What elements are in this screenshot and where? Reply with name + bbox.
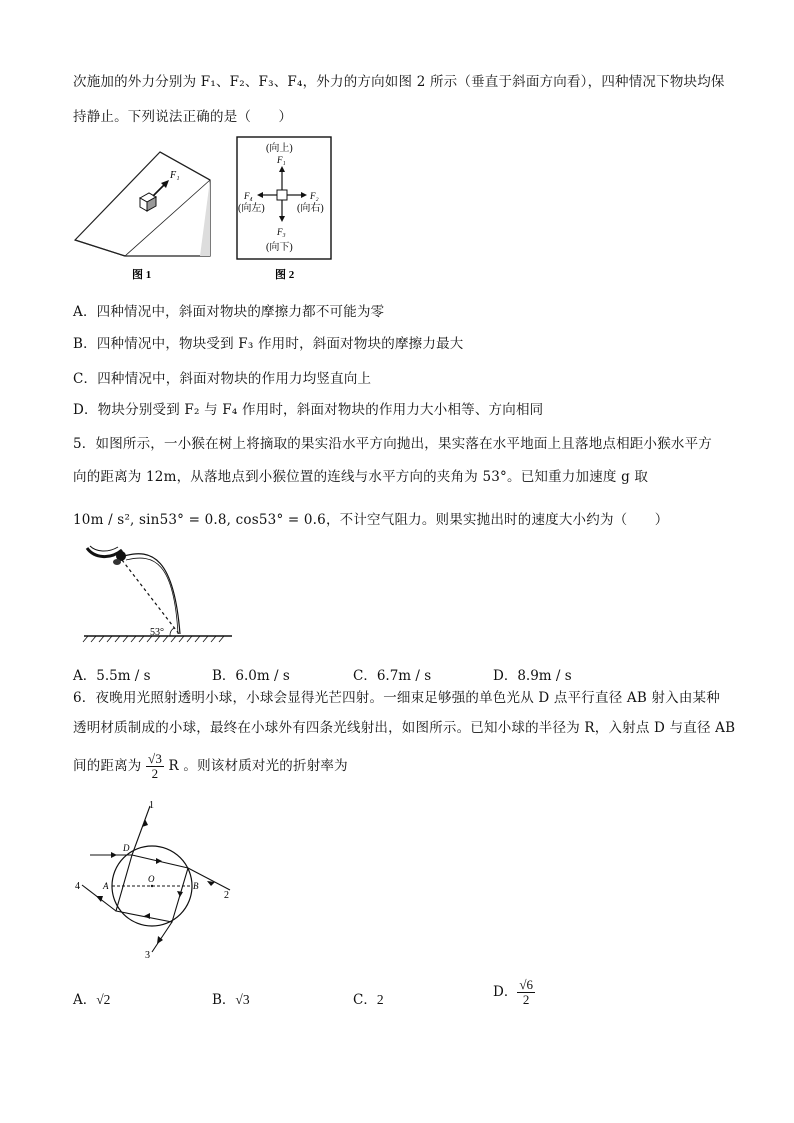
q4-figure-2 xyxy=(235,135,335,285)
fig1-caption: 图 1 xyxy=(132,269,152,281)
q6-option-c xyxy=(353,988,384,1008)
q4-option-a: A．四种情况中，斜面对物块的摩擦力都不可能为零 xyxy=(73,304,385,320)
point-a-label: A xyxy=(103,881,109,891)
option-d-denominator: 2 xyxy=(522,992,530,1007)
q4-stem-line2: 持静止。下列说法正确的是（ ） xyxy=(73,109,293,125)
option-b-value: √3 xyxy=(235,992,250,1007)
q6-figure xyxy=(72,798,247,963)
q6-stem-line1: 6．夜晚用光照射透明小球，小球会显得光芒四射。一细束足够强的单色光从 D 点平行直径 AB 射入由某种 xyxy=(73,690,720,706)
q4-option-c: C．四种情况中，斜面对物块的作用力均竖直向上 xyxy=(73,371,372,387)
option-d-fraction xyxy=(517,978,535,1007)
fig1-force-label: F₁ xyxy=(170,170,180,181)
q6-line3-suffix: R 。则该材质对光的折射率为 xyxy=(168,758,348,774)
fig2-caption: 图 2 xyxy=(275,269,295,281)
q4-option-b: B．四种情况中，物块受到 F₃ 作用时，斜面对物块的摩擦力最大 xyxy=(73,336,464,352)
ray-4-label: 4 xyxy=(75,881,80,892)
point-b-label: B xyxy=(193,881,199,891)
fig2-f1-label: F₁ xyxy=(277,155,286,165)
q5-option-d: D．8.9m / s xyxy=(493,668,572,684)
angle-label: 53° xyxy=(150,627,164,638)
fraction-denominator: 2 xyxy=(151,766,159,781)
fig2-f3-label: F₃ xyxy=(277,227,286,237)
fig2-right-label: (向右) xyxy=(297,203,324,214)
q4-figure-1 xyxy=(70,138,220,284)
fig2-left-label: (向左) xyxy=(238,203,265,214)
q4-option-d: D．物块分别受到 F₂ 与 F₄ 作用时，斜面对物块的作用力大小相等、方向相同 xyxy=(73,402,544,418)
option-a-prefix: A． xyxy=(73,992,97,1008)
fig2-f2-label: F₂ xyxy=(310,191,319,201)
option-a-value: √2 xyxy=(96,992,111,1007)
fraction-numerator: √3 xyxy=(148,751,163,766)
q6-stem-line2: 透明材质制成的小球，最终在小球外有四条光线射出，如图所示。已知小球的半径为 R，入射点 D 与直径 AB xyxy=(73,720,736,736)
q6-option-b xyxy=(212,988,250,1008)
q5-stem-line2: 向的距离为 12m，从落地点到小猴位置的连线与水平方向的夹角为 53°。已知重力加速度 g 取 xyxy=(73,469,649,485)
q5-option-a: A．5.5m / s xyxy=(73,668,151,684)
q6-option-a xyxy=(73,988,110,1008)
q5-stem-line3: 10m / s², sin53° = 0.8, cos53° = 0.6，不计空气阻力。则果实抛出时的速度大小约为（ ） xyxy=(73,512,669,528)
option-b-prefix: B． xyxy=(212,992,236,1008)
q5-option-c: C．6.7m / s xyxy=(353,668,432,684)
q5-stem-line1: 5．如图所示，一小猴在树上将摘取的果实沿水平方向抛出，果实落在水平地面上且落地点相距小猴水平方 xyxy=(73,436,712,452)
fig2-down-label: (向下) xyxy=(266,242,293,253)
option-d-numerator: √6 xyxy=(519,977,533,992)
q6-line3-prefix: 间的距离为 xyxy=(73,758,142,774)
option-c-value: 2 xyxy=(376,992,384,1007)
ray-2-label: 2 xyxy=(224,890,229,901)
ray-1-label: 1 xyxy=(149,800,154,811)
point-d-label: D xyxy=(123,843,130,853)
q6-distance-fraction xyxy=(146,752,164,781)
q6-stem-line3 xyxy=(73,752,348,781)
fig2-up-label: (向上) xyxy=(266,143,293,154)
q6-option-d xyxy=(493,978,535,1007)
point-o-label: O xyxy=(148,874,155,884)
option-d-prefix: D． xyxy=(493,984,518,1000)
q5-figure xyxy=(82,538,242,648)
q4-stem-line1: 次施加的外力分别为 F₁、F₂、F₃、F₄，外力的方向如图 2 所示（垂直于斜面方向看），四种情况下物块均保 xyxy=(73,74,725,90)
fig2-f4-label: F₄ xyxy=(244,191,253,201)
ray-3-label: 3 xyxy=(145,950,150,961)
q5-option-b: B．6.0m / s xyxy=(212,668,290,684)
option-c-prefix: C． xyxy=(353,992,377,1008)
